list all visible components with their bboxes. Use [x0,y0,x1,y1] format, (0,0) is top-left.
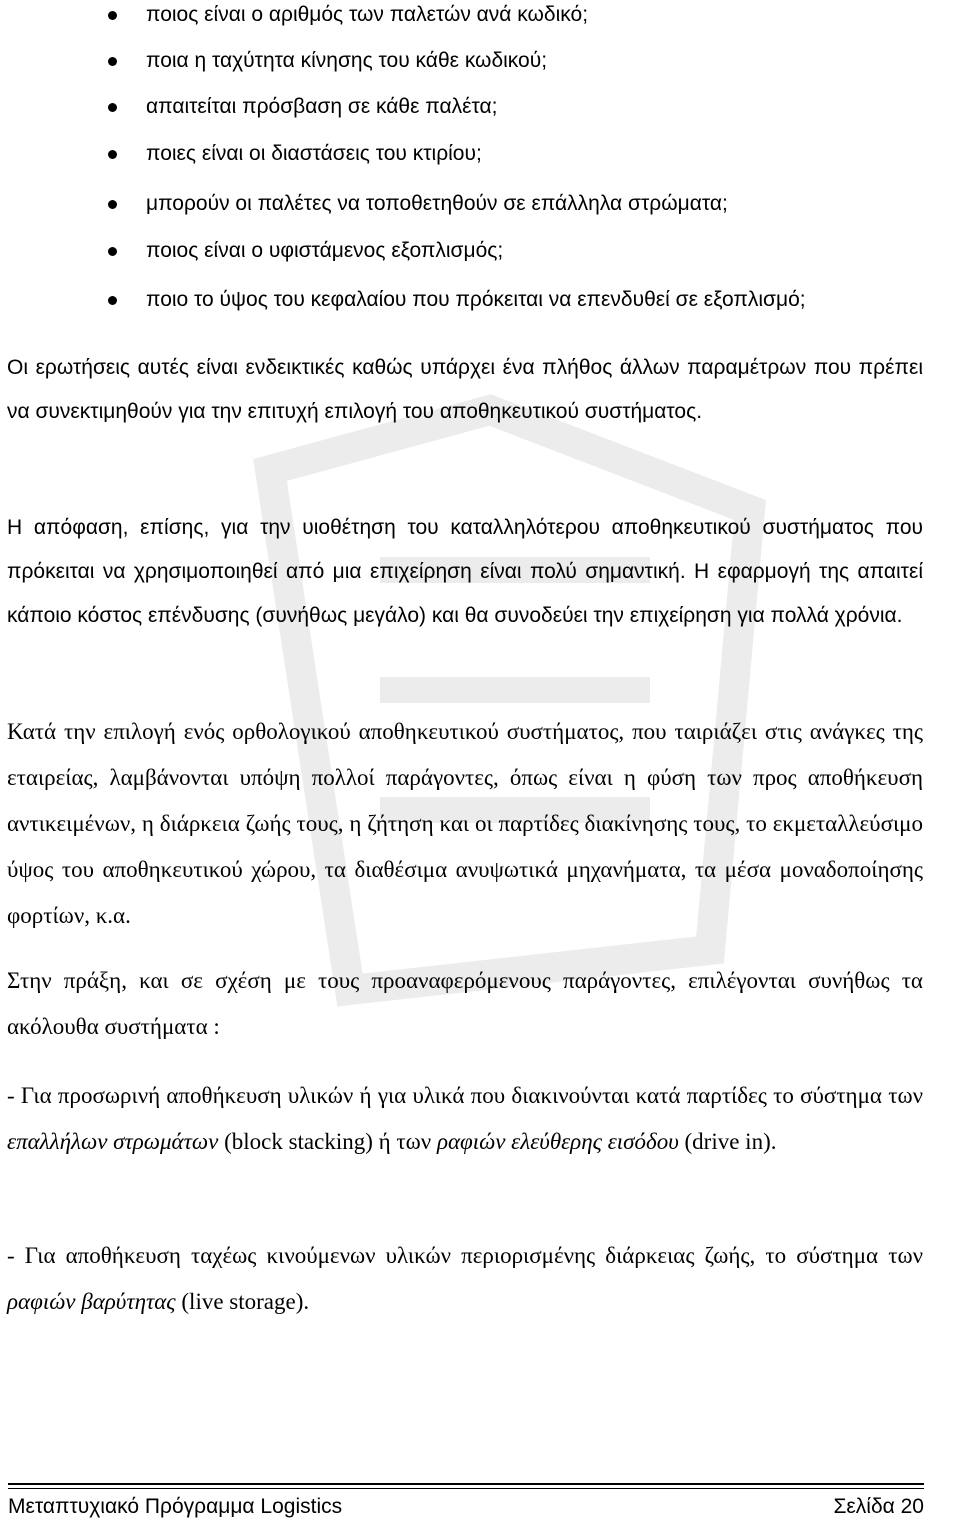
paragraph-live-storage: - Για αποθήκευση ταχέως κινούμενων υλικών περιορισμένης διάρκειας ζωής, το σύστημα των ραφιών βαρύτητας (live storage). [7,1243,923,1314]
bullet-icon [108,150,117,159]
paragraph-selection-factors: Κατά την επιλογή ενός ορθολογικού αποθηκευτικού συστήματος, που ταιριάζει στις ανάγκες της εταιρείας, λαμβάνονται υπόψη πολλοί παράγοντες, όπως είναι η φύση των προς αποθήκευση αντικειμένων, η διάρκεια ζωής τους, η ζήτηση και οι παρτίδες διακίνησης τους, το εκμεταλλεύσιμο ύψος του αποθηκευτικού χώρου, τα διαθέσιμα ανυψωτικά μηχανήματα, τα μέσα μοναδοποίησης φορτίων, κ.α. [7,719,923,928]
footer-divider-thin [8,1488,924,1489]
list-item: ποιες είναι οι διαστάσεις του κτιρίου; [146,140,482,168]
list-item: ποια η ταχύτητα κίνησης του κάθε κωδικού; [146,47,547,75]
list-item: μπορούν οι παλέτες να τοποθετηθούν σε επάλληλα στρώματα; [146,190,728,218]
paragraph-temporary-storage: - Για προσωρινή αποθήκευση υλικών ή για υλικά που διακινούνται κατά παρτίδες το σύστημα των επαλλήλων στρωμάτων (block stacking) ή των ραφιών ελεύθερης εισόδου (drive in). [7,1083,923,1154]
paragraph-decision: Η απόφαση, επίσης, για την υιοθέτηση του καταλληλότερου αποθηκευτικού συστήματος που πρόκειται να χρησιμοποιηθεί από μια επιχείρηση είναι πολύ σημαντική. Η εφαρμογή της απαιτεί κάποιο κόστος επένδυσης (συνήθως μεγάλο) και θα συνοδεύει την επιχείρηση για πολλά χρόνια. [7,516,923,627]
paragraph-parameters: Οι ερωτήσεις αυτές είναι ενδεικτικές καθώς υπάρχει ένα πλήθος άλλων παραμέτρων που πρέπει να συνεκτιμηθούν για την επιτυχή επιλογή του αποθηκευτικού συστήματος. [7,356,923,423]
footer-page-number: Σελίδα 20 [833,1495,924,1518]
bullet-icon [108,103,117,112]
bullet-icon [108,247,117,256]
bullet-icon [108,11,117,20]
list-item: απαιτείται πρόσβαση σε κάθε παλέτα; [146,93,497,121]
bullet-icon [108,296,117,305]
list-item: ποιος είναι ο υφιστάμενος εξοπλισμός; [146,237,503,265]
footer-divider [8,1483,924,1485]
bullet-icon [108,200,117,209]
list-item: ποιος είναι ο αριθμός των παλετών ανά κωδικό; [146,1,588,29]
footer-program-title: Μεταπτυχιακό Πρόγραμμα Logistics [8,1495,343,1518]
paragraph-systems-intro: Στην πράξη, και σε σχέση με τους προαναφερόμενους παράγοντες, επιλέγονται συνήθως τα ακόλουθα συστήματα : [7,968,923,1039]
bullet-icon [108,57,117,66]
list-item: ποιο το ύψος του κεφαλαίου που πρόκειται να επενδυθεί σε εξοπλισμό; [146,286,806,314]
